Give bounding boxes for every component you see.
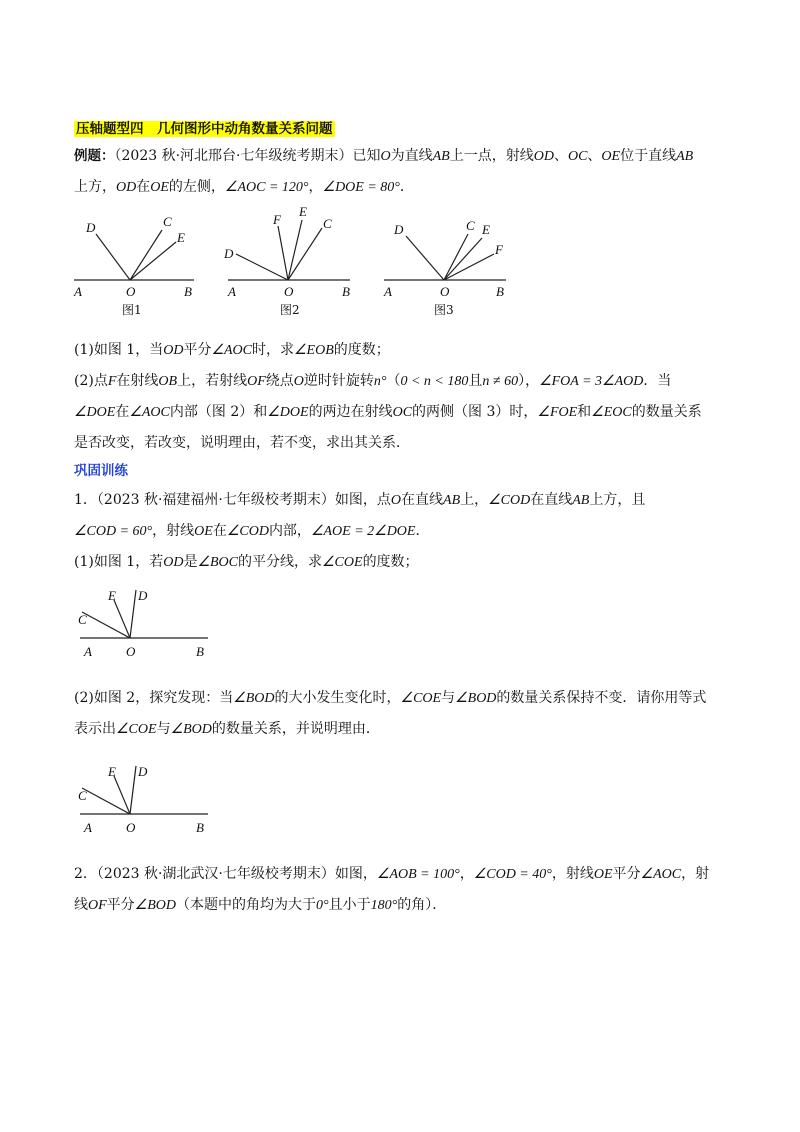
- practice-figure-2: [74, 758, 224, 838]
- question-2-line-2: [74, 402, 702, 423]
- text: (2)如图 2，探究发现：当: [74, 690, 234, 706]
- text: 上方，: [74, 179, 116, 195]
- text: 1．（2023 秋·福建福州·七年级校考期末）如图，点: [74, 492, 391, 508]
- math: OD: [163, 343, 184, 358]
- math: O: [390, 493, 402, 508]
- math: ∠BOC: [197, 555, 238, 570]
- label-B: B: [196, 820, 204, 835]
- text: 内部（图 2）和: [169, 404, 268, 420]
- math: OE: [194, 524, 213, 539]
- text: 的度数；: [333, 342, 390, 358]
- math: n ≠ 60: [482, 374, 519, 389]
- math: ∠COD = 40°: [473, 867, 552, 882]
- math: 0 < n < 180: [400, 374, 469, 389]
- math: ∠DOE: [267, 405, 309, 420]
- label-D: D: [394, 222, 404, 237]
- math: ∠AOC: [129, 405, 170, 420]
- label-C: C: [78, 788, 87, 803]
- text: （本题中的角均为大于: [176, 897, 316, 913]
- text: 在直线: [530, 492, 573, 508]
- practice-2-line-2: [74, 895, 446, 916]
- text: 在: [212, 523, 227, 539]
- text: 在射线: [116, 373, 159, 389]
- label-D: D: [86, 220, 96, 235]
- math: OD: [116, 180, 137, 195]
- math: 0°: [316, 898, 329, 913]
- math: ∠BOD: [170, 722, 212, 737]
- text: 上，: [460, 492, 489, 508]
- label-E: E: [299, 204, 307, 219]
- math: AB: [676, 149, 694, 164]
- label-B: B: [184, 284, 192, 299]
- practice-1-line-1: [74, 490, 645, 511]
- practice-1-question-2-line-1: [74, 688, 706, 709]
- math: OE: [601, 149, 621, 164]
- text: 的数量关系: [631, 404, 702, 420]
- text: 的左侧，: [168, 179, 225, 195]
- label-B: B: [342, 284, 350, 299]
- math: AB: [443, 493, 461, 508]
- text: 的角）．: [397, 897, 447, 913]
- text: 的数量关系，并说明理由．: [211, 721, 380, 737]
- text: 平分: [612, 866, 641, 882]
- math: ∠EOB: [294, 343, 334, 358]
- text: 平分: [183, 342, 212, 358]
- text: 线: [74, 897, 88, 913]
- text: 在直线: [401, 492, 444, 508]
- math: ∠DOE: [74, 405, 116, 420]
- label-C: C: [163, 214, 172, 229]
- label-E: E: [482, 222, 490, 237]
- text: ．: [415, 523, 430, 539]
- text: （2023 秋·河北邢台·七年级统考期末）已知: [114, 148, 381, 164]
- math: n°: [373, 374, 387, 389]
- text: 的度数；: [362, 554, 419, 570]
- label-E: E: [108, 588, 116, 603]
- math: OC: [392, 405, 413, 420]
- practice-heading-text: 巩固训练: [74, 463, 128, 479]
- label-O: O: [126, 820, 136, 835]
- math: ∠FOA = 3∠AOD: [539, 374, 644, 389]
- math: OC: [567, 149, 588, 164]
- label-O: O: [126, 644, 136, 659]
- text: 与: [156, 721, 171, 737]
- text: 上，若射线: [177, 373, 248, 389]
- label-D: D: [224, 246, 234, 261]
- math: OE: [593, 867, 613, 882]
- label-C: C: [466, 218, 475, 233]
- text: 是: [183, 554, 198, 570]
- text: ．: [399, 179, 414, 195]
- text: 为直线: [390, 148, 433, 164]
- math: ∠COD = 60°: [74, 524, 153, 539]
- practice-1-line-2: [74, 521, 429, 542]
- math: ∠AOE = 2∠DOE: [310, 524, 416, 539]
- text: 且小于: [328, 897, 371, 913]
- math: ∠AOB = 100°: [376, 867, 460, 882]
- text: 内部，: [268, 523, 311, 539]
- label-D: D: [138, 764, 148, 779]
- text: 的两侧（图 3）时，: [412, 404, 538, 420]
- math: ∠AOC: [640, 867, 682, 882]
- practice-1-question-2-line-2: [74, 719, 380, 740]
- practice-1-question-1: [74, 552, 419, 573]
- text: 与: [441, 690, 456, 706]
- math: O: [293, 374, 304, 389]
- label-E: E: [177, 230, 185, 245]
- example-line-1: [74, 146, 693, 167]
- label-C: C: [323, 216, 332, 231]
- text: 平分: [106, 897, 135, 913]
- math: OB: [158, 374, 178, 389]
- label-C: C: [78, 612, 87, 627]
- label-A: A: [84, 644, 92, 659]
- math: ∠BOD: [134, 898, 176, 913]
- label-A: A: [228, 284, 236, 299]
- math: AB: [572, 493, 590, 508]
- question-1: [74, 340, 390, 361]
- math: OD: [163, 555, 184, 570]
- math: OE: [150, 180, 169, 195]
- practice-heading: [74, 461, 128, 481]
- figure-3: [378, 210, 518, 320]
- text: 2．（2023 秋·湖北武汉·七年级校考期末）如图，: [74, 866, 377, 882]
- math: ∠COE: [400, 691, 442, 706]
- label-A: A: [84, 820, 92, 835]
- text: 的平分线，求: [238, 554, 322, 570]
- text: 在: [136, 179, 151, 195]
- text: ，: [459, 866, 474, 882]
- math: ∠BOD: [455, 691, 497, 706]
- text: 的两边在射线: [308, 404, 393, 420]
- label-F: F: [273, 212, 281, 227]
- math: OD: [533, 149, 554, 164]
- text: 逆时针旋转: [303, 373, 374, 389]
- label-O: O: [284, 284, 294, 299]
- practice-2-line-1: [74, 864, 709, 885]
- text: (1)如图 1，当: [74, 342, 164, 358]
- figure-2: [222, 200, 362, 320]
- text: 且: [468, 373, 483, 389]
- question-2-line-3: [74, 433, 410, 453]
- text: 在: [115, 404, 130, 420]
- text: 绕点: [265, 373, 294, 389]
- text: ，: [308, 179, 323, 195]
- text: 时，求: [252, 342, 294, 358]
- math: ∠AOC = 120°: [224, 180, 309, 195]
- figure-caption: 图1: [122, 303, 142, 317]
- label-E: E: [108, 764, 116, 779]
- text: 、: [587, 148, 602, 164]
- math: ∠COD: [226, 524, 269, 539]
- math: 180°: [370, 898, 398, 913]
- text: ），: [518, 373, 540, 389]
- label-F: F: [495, 242, 503, 257]
- text: 和: [577, 404, 592, 420]
- text: 上一点，射线: [449, 148, 534, 164]
- math: ∠BOD: [233, 691, 275, 706]
- math: ∠AOC: [211, 343, 252, 358]
- example-label: 例题：: [74, 148, 115, 164]
- math: ∠DOE = 80°: [322, 180, 400, 195]
- section-title: [74, 119, 335, 139]
- text: 上方，且: [589, 492, 646, 508]
- label-D: D: [138, 588, 148, 603]
- text: ，射: [681, 866, 710, 882]
- text: ，射线: [152, 523, 195, 539]
- figure-caption: 图2: [280, 303, 300, 317]
- math: ∠COE: [116, 722, 157, 737]
- math: OF: [247, 374, 266, 389]
- label-A: A: [384, 284, 392, 299]
- math: OF: [88, 898, 107, 913]
- math: O: [380, 149, 391, 164]
- text: 表示出: [74, 721, 116, 737]
- practice-figure-1: [74, 582, 224, 662]
- text: ．当: [643, 373, 672, 389]
- label-O: O: [440, 284, 450, 299]
- label-B: B: [196, 644, 204, 659]
- label-B: B: [496, 284, 504, 299]
- text: 是否改变，若改变，说明理由，若不变，求出其关系．: [74, 435, 410, 451]
- text: ，射线: [551, 866, 594, 882]
- math: ∠COE: [322, 555, 363, 570]
- math: ∠COD: [488, 493, 531, 508]
- text: 的大小发生变化时，: [274, 690, 401, 706]
- question-2-line-1: [74, 371, 671, 392]
- text: 位于直线: [620, 148, 677, 164]
- text: 、: [553, 148, 568, 164]
- text: (2)点: [74, 373, 108, 389]
- label-O: O: [126, 284, 136, 299]
- figure-1: [70, 210, 210, 320]
- math: AB: [432, 149, 450, 164]
- label-A: A: [74, 284, 82, 299]
- math: ∠FOE: [537, 405, 578, 420]
- section-title-text: 压轴题型四 几何图形中动角数量关系问题: [76, 121, 333, 137]
- text: (1)如图 1，若: [74, 554, 164, 570]
- math: F: [107, 374, 117, 389]
- text: （: [386, 373, 401, 389]
- example-line-2: [74, 177, 414, 198]
- math: ∠EOC: [591, 405, 632, 420]
- text: 的数量关系保持不变．请你用等式: [496, 690, 707, 706]
- figure-caption: 图3: [434, 303, 454, 317]
